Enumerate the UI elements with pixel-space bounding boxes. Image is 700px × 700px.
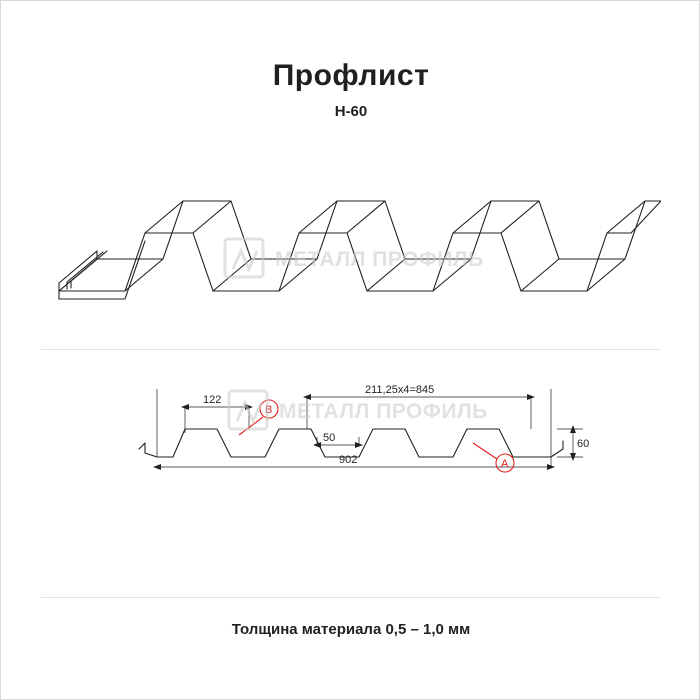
dimension-height: 60: [577, 438, 590, 450]
watermark-text-lower: МЕТАЛЛ ПРОФИЛЬ: [279, 400, 488, 423]
dimension-total-width: 902: [339, 454, 358, 466]
dimension-top-span: 211,25х4=845: [365, 384, 435, 396]
callout-label-a: A: [501, 458, 509, 470]
watermark-logo-lower: [211, 363, 511, 433]
product-code: H-60: [334, 103, 368, 120]
watermark-logo-upper: [223, 229, 523, 289]
material-thickness-note: Толщина материала 0,5 – 1,0 мм: [231, 621, 471, 638]
dimension-rib-pitch: 122: [203, 394, 222, 406]
divider-top: [41, 349, 661, 350]
dimension-valley-width: 50: [323, 432, 336, 444]
watermark-text-upper: МЕТАЛЛ ПРОФИЛЬ: [275, 248, 484, 271]
page-title: Профлист: [272, 59, 430, 92]
divider-bottom: [41, 597, 661, 598]
callout-label-b: B: [265, 404, 273, 416]
